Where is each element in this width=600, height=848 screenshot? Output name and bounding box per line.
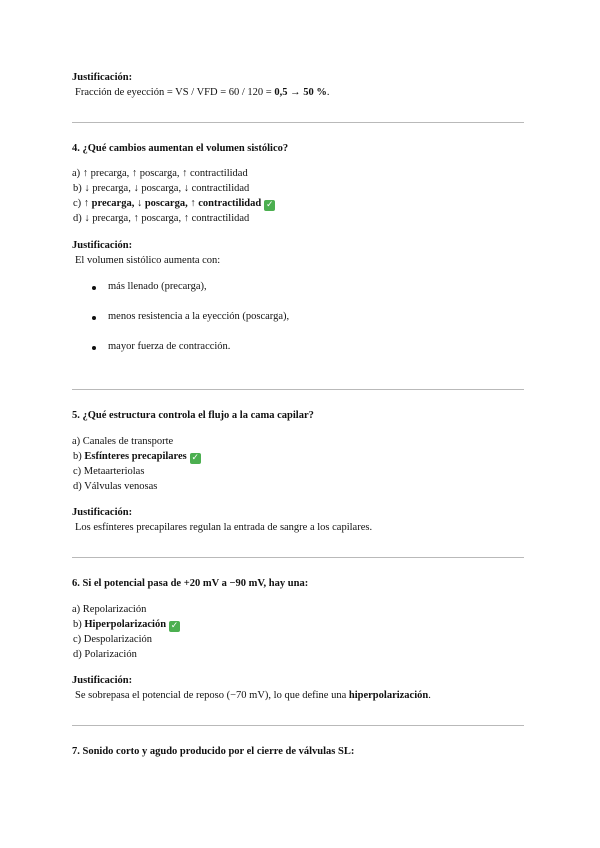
- bullet-icon: [92, 316, 96, 320]
- divider: [72, 389, 524, 390]
- q6-option-c: c) Despolarización: [73, 634, 153, 645]
- q5-option-c: c) Metaarteriolas: [73, 466, 145, 477]
- q4-option-b: b) ↓ precarga, ↓ poscarga, ↓ contractilidad: [73, 183, 250, 194]
- q6-option-a: a) Repolarización: [72, 604, 147, 615]
- q4-bullet-1: más llenado (precarga),: [108, 281, 207, 292]
- q6-title: 6. Si el potencial pasa de +20 mV a −90 mV, hay una:: [72, 578, 309, 589]
- q6-justification-title: Justificación:: [72, 675, 133, 686]
- q6-justification-text: Se sobrepasa el potencial de reposo (−70 mV), lo que define una hiperpolarización.: [75, 690, 431, 701]
- q4-bullet-2: menos resistencia a la eyección (poscarga),: [108, 311, 290, 322]
- q5-option-d: d) Válvulas venosas: [73, 481, 158, 492]
- q4-option-c-correct: c) ↑ precarga, ↓ poscarga, ↑ contractilidad ✓: [73, 198, 274, 210]
- q4-justification-text: El volumen sistólico aumenta con:: [75, 255, 221, 266]
- check-mark-icon: ✓: [170, 621, 179, 631]
- check-mark-icon: ✓: [265, 200, 274, 210]
- q4-bullet-3: mayor fuerza de contracción.: [108, 341, 231, 352]
- divider: [72, 557, 524, 558]
- q5-justification-text: Los esfínteres precapilares regulan la entrada de sangre a los capilares.: [75, 522, 373, 533]
- q6-option-b-correct: b) Hiperpolarización ✓: [73, 619, 179, 631]
- q5-title: 5. ¿Qué estructura controla el flujo a la cama capilar?: [72, 410, 314, 421]
- q4-title: 4. ¿Qué cambios aumentan el volumen sistólico?: [72, 143, 289, 154]
- q5-option-a: a) Canales de transporte: [72, 436, 174, 447]
- q4-option-d: d) ↓ precarga, ↑ poscarga, ↑ contractilidad: [73, 213, 250, 224]
- q4-option-a: a) ↑ precarga, ↑ poscarga, ↑ contractilidad: [72, 168, 248, 179]
- q5-justification-title: Justificación:: [72, 507, 133, 518]
- q7-title: 7. Sonido corto y agudo producido por el cierre de válvulas SL:: [72, 746, 355, 757]
- q6-option-d: d) Polarización: [73, 649, 137, 660]
- check-mark-icon: ✓: [191, 453, 200, 463]
- q3-justification-text: Fracción de eyección = VS / VFD = 60 / 120 = 0,5 → 50 %.: [75, 87, 330, 98]
- bullet-icon: [92, 286, 96, 290]
- divider: [72, 122, 524, 123]
- q3-justification-title: Justificación:: [72, 72, 133, 83]
- q4-justification-title: Justificación:: [72, 240, 133, 251]
- q5-option-b-correct: b) Esfínteres precapilares ✓: [73, 451, 200, 463]
- bullet-icon: [92, 346, 96, 350]
- divider: [72, 725, 524, 726]
